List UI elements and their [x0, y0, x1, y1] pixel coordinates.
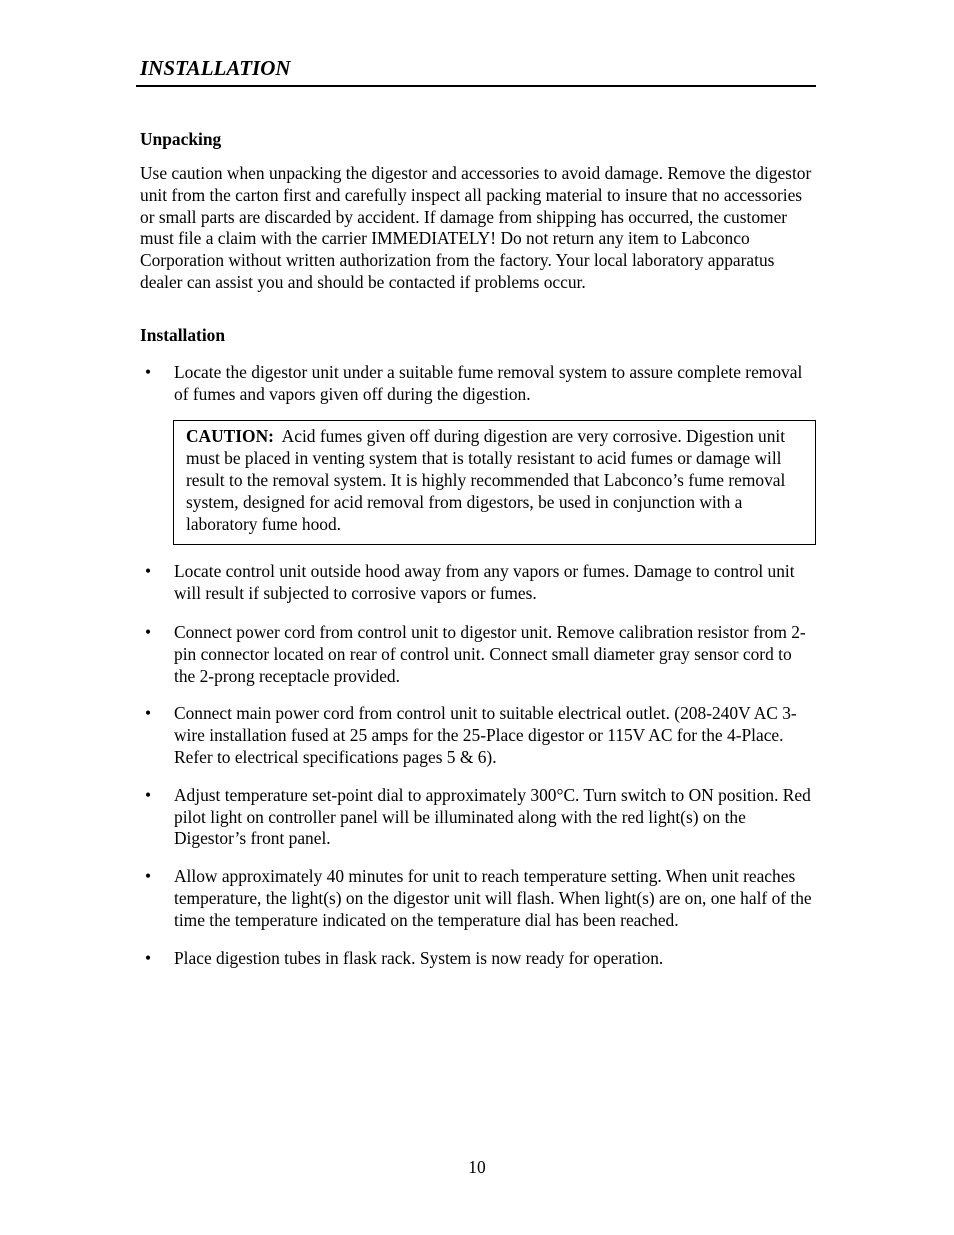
- bullet-text: Locate the digestor unit under a suitable fume removal system to assure complete removal of fumes and vapors given off during the digestion.: [174, 361, 803, 404]
- bullet-text: Adjust temperature set-point dial to approximately 300°C. Turn switch to ON position. Red pilot light on controller panel will be illuminated along with the red light(s) on the Digestor’s front panel.: [174, 784, 811, 849]
- bullet-icon: •: [144, 784, 152, 805]
- list-item: [140, 703, 816, 768]
- list-item: [140, 785, 816, 850]
- bullet-text: Locate control unit outside hood away from any vapors or fumes. Damage to control unit will result if subjected to corrosive vapors or fumes.: [174, 561, 795, 604]
- installation-bullet-list: [140, 561, 816, 969]
- bullet-text: Allow approximately 40 minutes for unit to reach temperature setting. When unit reaches temperature, the light(s) on the digestor unit will flash. When light(s) are on, one half of the time the temperature indicated on the temperature dial has been reached.: [174, 866, 812, 930]
- list-item: [140, 866, 816, 931]
- installation-bullet-list: [140, 362, 816, 406]
- bullet-icon: •: [144, 621, 152, 642]
- list-item: [140, 622, 816, 687]
- bullet-icon: •: [144, 866, 152, 887]
- bullet-icon: •: [144, 703, 152, 724]
- header-rule: [136, 85, 816, 87]
- unpacking-paragraph: Use caution when unpacking the digestor and accessories to avoid damage. Remove the digestor unit from the carton first and carefully inspect all packing material to insure that no accessories or small parts are discarded by accident. If damage from shipping has occurred, the customer must file a claim with the carrier IMMEDIATELY! Do not return any item to Labconco Corporation without written authorization from the factory. Your local laboratory apparatus dealer can assist you and should be contacted if problems occur.: [140, 163, 812, 292]
- bullet-text: Connect main power cord from control unit to suitable electrical outlet. (208-240V AC 3-wire installation fused at 25 amps for the 25-Place digestor or 115V AC for the 4-Place. Refer to electrical specifications pages 5 & 6).: [174, 703, 797, 767]
- bullet-text: Connect power cord from control unit to digestor unit. Remove calibration resistor from 2-pin connector located on rear of control unit. Connect small diameter gray sensor cord to the 2-prong receptacle provided.: [174, 621, 806, 686]
- caution-text: Acid fumes given off during digestion are very corrosive. Digestion unit must be placed in venting system that is totally resistant to acid fumes or damage will result to the removal system. It is highly recommended that Labconco’s fume removal system, designed for acid removal from digestors, be used in conjunction with a laboratory fume hood.: [186, 426, 786, 534]
- list-item: [140, 948, 816, 970]
- bullet-icon: •: [144, 947, 152, 968]
- list-item: [140, 561, 816, 605]
- page-number: 10: [468, 1157, 486, 1177]
- list-item: [140, 362, 816, 406]
- caution-label: CAUTION:: [186, 426, 274, 447]
- page-header-title: INSTALLATION: [140, 56, 291, 80]
- unpacking-heading: Unpacking: [140, 129, 222, 149]
- page-content: [140, 128, 816, 969]
- installation-heading: Installation: [140, 324, 226, 345]
- caution-box: [173, 420, 816, 545]
- bullet-icon: •: [144, 561, 152, 582]
- bullet-text: Place digestion tubes in flask rack. System is now ready for operation.: [174, 947, 664, 968]
- bullet-icon: •: [144, 361, 152, 382]
